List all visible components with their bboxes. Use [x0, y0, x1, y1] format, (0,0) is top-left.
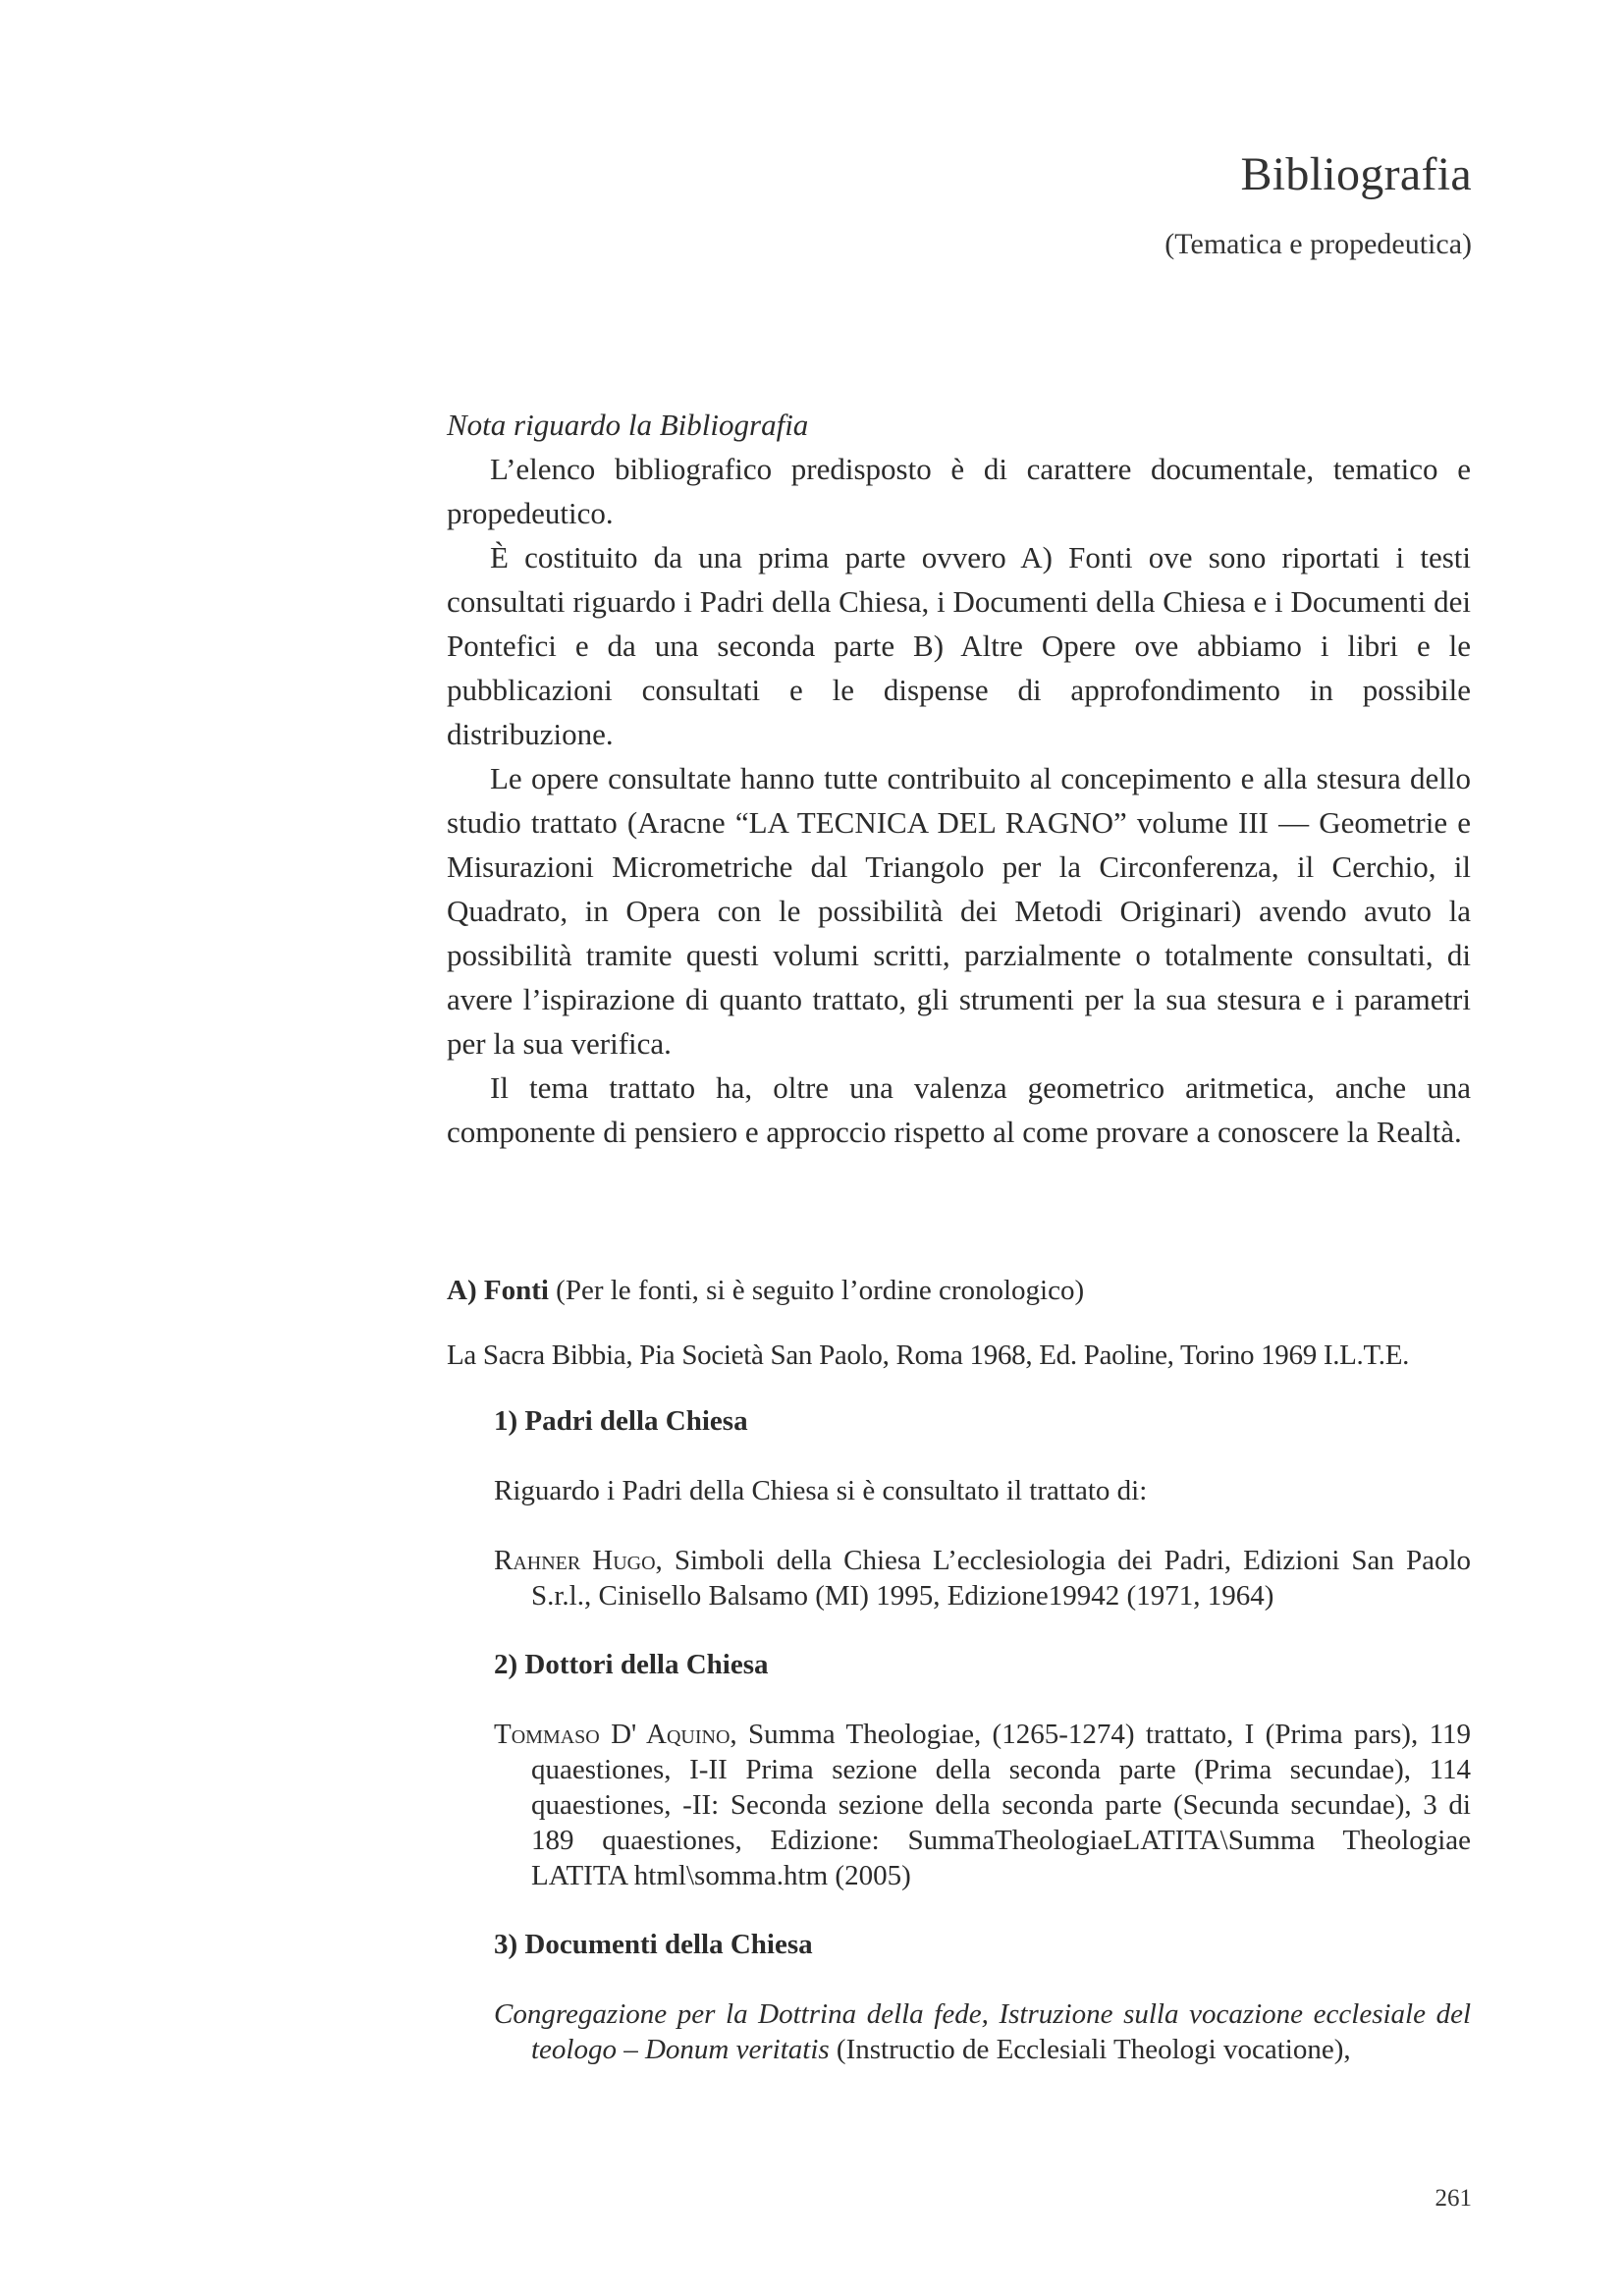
bibliography-entry [494, 1996, 1471, 2067]
subsection-intro: Riguardo i Padri della Chiesa si è consultato il trattato di: [494, 1475, 1148, 1506]
entry-text: , Summa Theologiae, (1265-1274) trattato, I (Prima pars), 119 quaestiones, I-II Prima sezione della seconda parte (Prima secundae), 114 quaestiones, -II: Seconda sezione della seconda parte (Secunda secundae), 3 di 189 quaestiones, Edizione: SummaTheologiaeLATITA\Summa Theologiae LATITA html\somma.htm (2005) [531, 1719, 1471, 1891]
note-paragraph: Le opere consultate hanno tutte contribuito al concepimento e alla stesura dello studio trattato (Aracne “LA TECNICA DEL RAGNO” volume III — Geometrie e Misurazioni Micrometriche dal Triangolo per la Circonferenza, il Cerchio, il Quadrato, in Opera con le possibilità dei Metodi Originari) avendo avuto la possibilità tramite questi volumi scritti, parzialmente o totalmente consultati, di avere l’ispirazione di quanto trattato, gli strumenti per la sua stesura e i parametri per la sua verifica. [447, 761, 1471, 1061]
bibliography-entry [494, 1543, 1471, 1613]
note-paragraph: È costituito da una prima parte ovvero A) Fonti ove sono riportati i testi consultati riguardo i Padri della Chiesa, i Documenti della Chiesa e i Documenti dei Pontefici e da una seconda parte B) Altre Opere ove abbiamo i libri e le pubblicazioni consultati e le dispense di approfondimento in possibile distribuzione. [447, 540, 1471, 751]
bible-reference: La Sacra Bibbia, Pia Società San Paolo, Roma 1968, Ed. Paoline, Torino 1969 I.L.T.E. [447, 1339, 1410, 1371]
section-a-note: (Per le fonti, si è seguito l’ordine cronologico) [548, 1275, 1085, 1306]
entry-author: Tommaso D' Aquino [494, 1719, 731, 1750]
page-subtitle: (Tematica e propedeutica) [1164, 228, 1472, 260]
entry-title: Congregazione per la Dottrina della fede, Istruzione sulla vocazione ecclesiale del teologo – Donum veritatis [494, 1998, 1471, 2065]
entry-text: (Instructio de Ecclesiali Theologi vocatione), [829, 2034, 1351, 2065]
note-heading: Nota riguardo la Bibliografia [447, 408, 809, 442]
section-a-heading [447, 1273, 1471, 1309]
page-title: Bibliografia [1240, 148, 1472, 200]
bibliography-list [447, 1273, 1471, 2101]
section-a-label: A) Fonti [447, 1275, 549, 1306]
subsection-heading-dottori: 2) Dottori della Chiesa [494, 1649, 769, 1680]
subsection-heading-padri: 1) Padri della Chiesa [494, 1405, 748, 1437]
entry-author: Rahner Hugo [494, 1545, 656, 1576]
note-paragraph: L’elenco bibliografico predisposto è di carattere documentale, tematico e propedeutico. [447, 452, 1471, 530]
bibliography-entry [494, 1717, 1471, 1893]
note-paragraph: Il tema trattato ha, oltre una valenza geometrico aritmetica, anche una componente di pensiero e approccio rispetto al come provare a conoscere la Realtà. [447, 1070, 1471, 1149]
subsection-heading-documenti: 3) Documenti della Chiesa [494, 1929, 813, 1960]
bibliography-note [447, 403, 1471, 1154]
page-number: 261 [1435, 2185, 1472, 2212]
entry-text: , Simboli della Chiesa L’ecclesiologia dei Padri, Edizioni San Paolo S.r.l., Cinisello Balsamo (MI) 1995, Edizione19942 (1971, 1964) [531, 1545, 1471, 1612]
